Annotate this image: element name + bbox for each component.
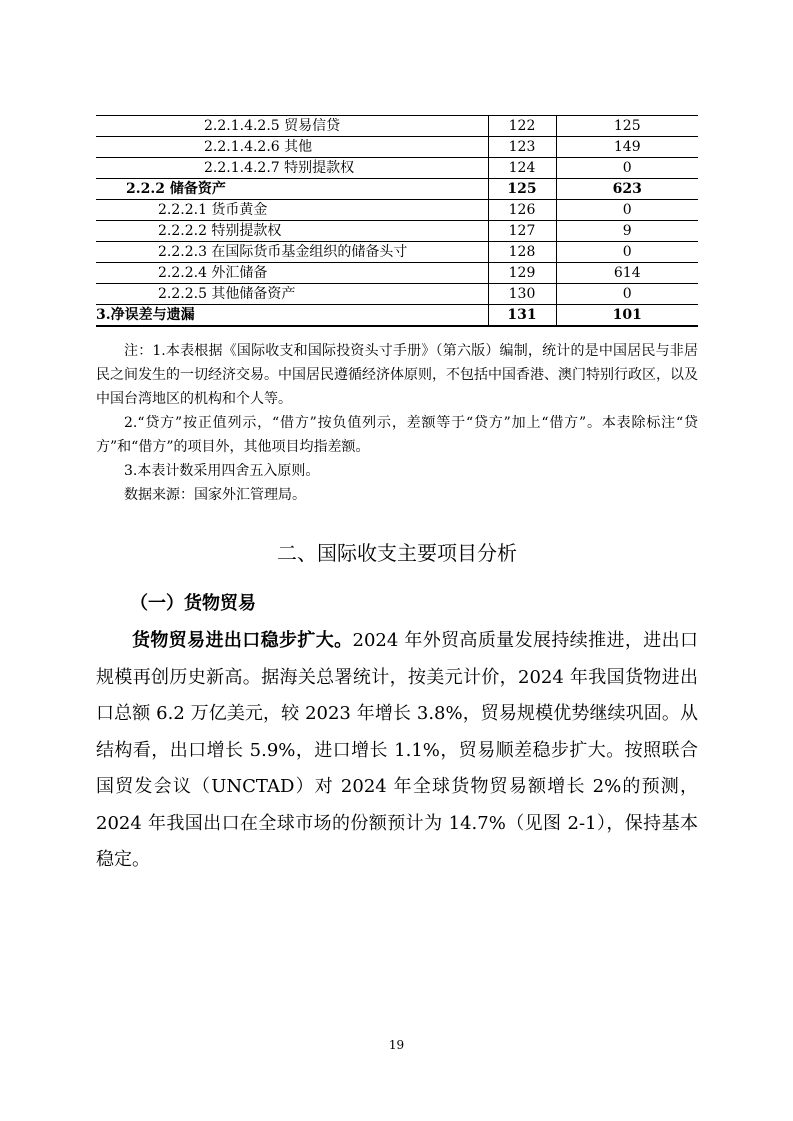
section-title: 二、国际收支主要项目分析 — [277, 541, 517, 565]
row-value: 0 — [556, 284, 698, 305]
subsection-title: （一）货物贸易 — [130, 593, 256, 614]
row-value: 0 — [556, 158, 698, 179]
row-value: 0 — [556, 200, 698, 221]
table-row — [96, 179, 698, 200]
row-code: 129 — [488, 263, 556, 284]
row-label: 2.2.1.4.2.5 贸易信贷 — [96, 116, 488, 137]
row-code: 125 — [488, 179, 556, 200]
row-label: 2.2.2.2 特别提款权 — [96, 221, 488, 242]
row-code: 127 — [488, 221, 556, 242]
row-value: 9 — [556, 221, 698, 242]
table-row — [96, 116, 698, 137]
paragraph-text: 2024 年外贸高质量发展持续推进，进出口规模再创历史新高。据海关总署统计，按美元计价，2024 年我国货物进出口总额 6.2 万亿美元，较 2023 年增长 3.8%，贸易规模优势继续巩固。从结构看，出口增长 5.9%，进口增长 1.1%，贸易顺差稳步扩大。按照联合国贸发会议（UNCTAD）对 2024 年全球货物贸易额增长 2%的预测，2024 年我国出口在全球市场的份额预计为 14.7%（见图 2-1），保持基本稳定。 — [96, 630, 699, 870]
row-value: 125 — [556, 116, 698, 137]
bop-table — [96, 115, 698, 327]
table-row — [96, 158, 698, 179]
row-label: 2.2.2.3 在国际货币基金组织的储备头寸 — [96, 242, 488, 263]
note-2: 2.“贷方”按正值列示，“借方”按负值列示，差额等于“贷方”加上“借方”。本表除标注“贷方”和“借方”的项目外，其他项目均指差额。 — [96, 415, 698, 455]
row-label: 3.净误差与遗漏 — [96, 305, 488, 327]
row-label: 2.2.1.4.2.7 特别提款权 — [96, 158, 488, 179]
table-row — [96, 263, 698, 284]
row-label: 2.2.1.4.2.6 其他 — [96, 137, 488, 158]
page-number: 19 — [388, 1038, 405, 1052]
row-label: 2.2.2.5 其他储备资产 — [96, 284, 488, 305]
table-row — [96, 200, 698, 221]
row-label: 2.2.2.4 外汇储备 — [96, 263, 488, 284]
row-code: 126 — [488, 200, 556, 221]
table-row — [96, 305, 698, 327]
table-row — [96, 221, 698, 242]
table-row — [96, 137, 698, 158]
table-row — [96, 242, 698, 263]
table-row — [96, 284, 698, 305]
data-source: 数据来源：国家外汇管理局。 — [124, 487, 306, 503]
row-label: 2.2.2 储备资产 — [96, 179, 488, 200]
row-value: 0 — [556, 242, 698, 263]
bop-table-body — [96, 116, 698, 327]
row-value: 623 — [556, 179, 698, 200]
row-value: 614 — [556, 263, 698, 284]
row-code: 130 — [488, 284, 556, 305]
row-code: 123 — [488, 137, 556, 158]
row-label: 2.2.2.1 货币黄金 — [96, 200, 488, 221]
row-value: 149 — [556, 137, 698, 158]
note-1: 注：1.本表根据《国际收支和国际投资头寸手册》（第六版）编制，统计的是中国居民与非居民之间发生的一切经济交易。中国居民遵循经济体原则，不包括中国香港、澳门特别行政区，以及中国台湾地区的机构和个人等。 — [96, 343, 698, 407]
note-3: 3.本表计数采用四舍五入原则。 — [124, 463, 320, 479]
table-notes — [96, 339, 698, 507]
row-code: 128 — [488, 242, 556, 263]
row-code: 122 — [488, 116, 556, 137]
row-code: 131 — [488, 305, 556, 327]
body-paragraph — [96, 623, 698, 879]
paragraph-lead: 货物贸易进出口稳步扩大。 — [132, 630, 353, 651]
row-code: 124 — [488, 158, 556, 179]
row-value: 101 — [556, 305, 698, 327]
